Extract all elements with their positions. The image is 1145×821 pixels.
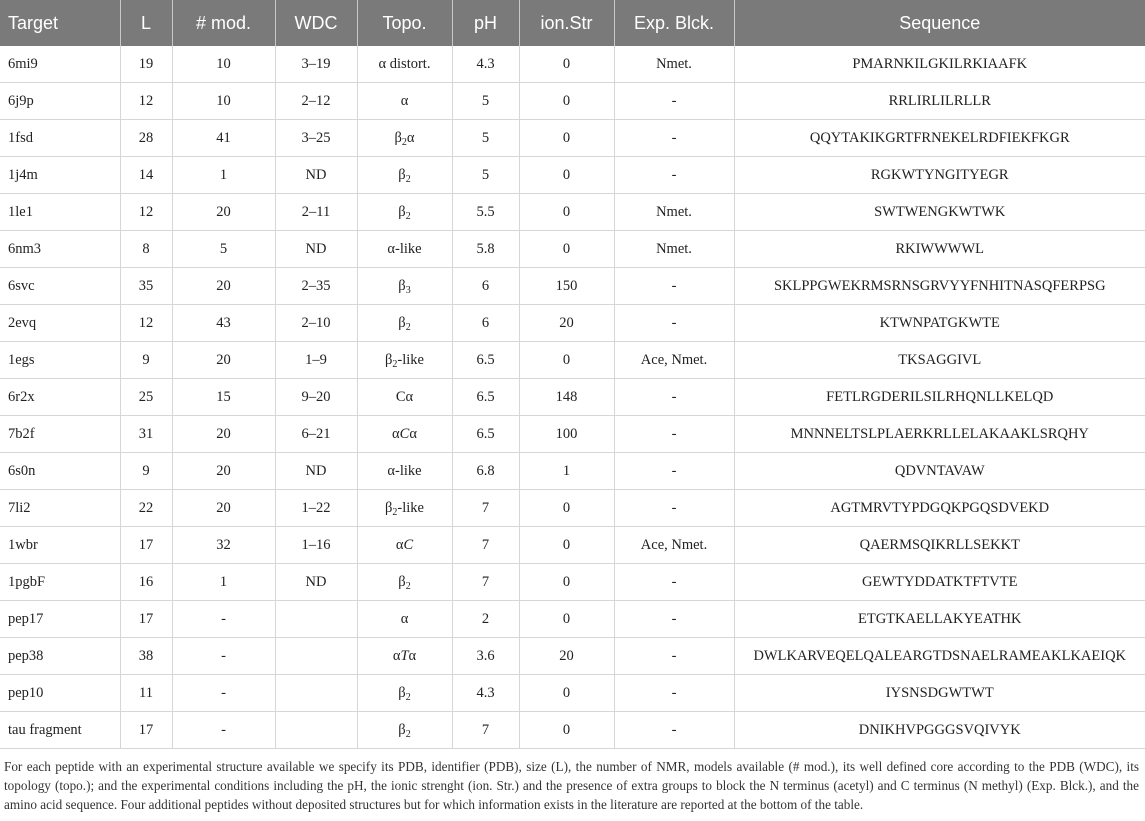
- target-cell: 6mi9: [0, 46, 120, 83]
- wdc-cell: 2–12: [275, 83, 357, 120]
- table-row: [0, 231, 1145, 268]
- exp-blck-cell: -: [614, 638, 734, 675]
- ph-cell: 3.6: [452, 638, 519, 675]
- mod-cell: 10: [172, 83, 275, 120]
- mod-cell: 15: [172, 379, 275, 416]
- mod-cell: -: [172, 638, 275, 675]
- mod-cell: 20: [172, 416, 275, 453]
- l-cell: 22: [120, 490, 172, 527]
- l-cell: 12: [120, 305, 172, 342]
- col-header-mod: # mod.: [172, 0, 275, 46]
- ph-cell: 6: [452, 268, 519, 305]
- table-row: [0, 675, 1145, 712]
- target-cell: 1wbr: [0, 527, 120, 564]
- mod-cell: 1: [172, 564, 275, 601]
- mod-cell: 20: [172, 453, 275, 490]
- table-row: [0, 120, 1145, 157]
- exp-blck-cell: -: [614, 564, 734, 601]
- col-header-target: Target: [0, 0, 120, 46]
- table-row: [0, 453, 1145, 490]
- l-cell: 38: [120, 638, 172, 675]
- target-cell: 6svc: [0, 268, 120, 305]
- mod-cell: 20: [172, 194, 275, 231]
- table-row: [0, 305, 1145, 342]
- ion-str-cell: 0: [519, 194, 614, 231]
- mod-cell: 10: [172, 46, 275, 83]
- target-cell: 6r2x: [0, 379, 120, 416]
- table-row: [0, 268, 1145, 305]
- exp-blck-cell: -: [614, 601, 734, 638]
- mod-cell: 20: [172, 342, 275, 379]
- exp-blck-cell: Nmet.: [614, 46, 734, 83]
- table-row: [0, 194, 1145, 231]
- exp-blck-cell: -: [614, 453, 734, 490]
- wdc-cell: 1–22: [275, 490, 357, 527]
- mod-cell: 20: [172, 268, 275, 305]
- sequence-cell: SKLPPGWEKRMSRNSGRVYYFNHITNASQFERPSG: [734, 268, 1145, 305]
- wdc-cell: ND: [275, 157, 357, 194]
- topo-cell: αCα: [357, 416, 452, 453]
- target-cell: 7li2: [0, 490, 120, 527]
- ion-str-cell: 0: [519, 120, 614, 157]
- ph-cell: 7: [452, 564, 519, 601]
- ph-cell: 5: [452, 157, 519, 194]
- sequence-cell: QDVNTAVAW: [734, 453, 1145, 490]
- ph-cell: 7: [452, 712, 519, 749]
- target-cell: tau fragment: [0, 712, 120, 749]
- col-header-sequence: Sequence: [734, 0, 1145, 46]
- topo-cell: $\beta_2$-like: [357, 490, 452, 527]
- target-cell: pep38: [0, 638, 120, 675]
- table-caption: For each peptide with an experimental structure available we specify its PDB, identifier (PDB), size (L), the number of NMR, models available (# mod.), its well defined core according to the PDB (WDC), its topology (topo.); and the experimental conditions including the pH, the ionic strenght (ion. Str.) and the presence of extra groups to block the N terminus (acetyl) and C terminus (N methyl) (Exp. Blck.), and the amino acid sequence. Four additional peptides without deposited structures but for which information exists in the literature are reported at the bottom of the table.: [4, 759, 1139, 812]
- wdc-cell: [275, 675, 357, 712]
- col-header-topo: Topo.: [357, 0, 452, 46]
- topo-cell: α-like: [357, 453, 452, 490]
- col-header-wdc: WDC: [275, 0, 357, 46]
- exp-blck-cell: -: [614, 379, 734, 416]
- wdc-cell: [275, 638, 357, 675]
- table-body: [0, 46, 1145, 749]
- l-cell: 35: [120, 268, 172, 305]
- ion-str-cell: 0: [519, 157, 614, 194]
- wdc-cell: 2–10: [275, 305, 357, 342]
- wdc-cell: ND: [275, 453, 357, 490]
- exp-blck-cell: -: [614, 83, 734, 120]
- wdc-cell: 2–35: [275, 268, 357, 305]
- ph-cell: 7: [452, 490, 519, 527]
- target-cell: 1fsd: [0, 120, 120, 157]
- mod-cell: 1: [172, 157, 275, 194]
- mod-cell: -: [172, 601, 275, 638]
- target-cell: 1pgbF: [0, 564, 120, 601]
- mod-cell: 20: [172, 490, 275, 527]
- l-cell: 12: [120, 194, 172, 231]
- sequence-cell: RGKWTYNGITYEGR: [734, 157, 1145, 194]
- col-header-ph: pH: [452, 0, 519, 46]
- ion-str-cell: 1: [519, 453, 614, 490]
- ion-str-cell: 0: [519, 490, 614, 527]
- table-row: [0, 83, 1145, 120]
- target-cell: 6nm3: [0, 231, 120, 268]
- ion-str-cell: 0: [519, 46, 614, 83]
- table-row: [0, 157, 1145, 194]
- wdc-cell: 1–9: [275, 342, 357, 379]
- sequence-cell: RKIWWWWL: [734, 231, 1145, 268]
- l-cell: 17: [120, 712, 172, 749]
- topo-cell: $\beta_2$: [357, 157, 452, 194]
- ion-str-cell: 0: [519, 527, 614, 564]
- ion-str-cell: 100: [519, 416, 614, 453]
- ion-str-cell: 0: [519, 564, 614, 601]
- ph-cell: 6.5: [452, 416, 519, 453]
- wdc-cell: ND: [275, 564, 357, 601]
- l-cell: 12: [120, 83, 172, 120]
- col-header-ion-str: ion.Str: [519, 0, 614, 46]
- topo-cell: α: [357, 601, 452, 638]
- exp-blck-cell: -: [614, 268, 734, 305]
- exp-blck-cell: -: [614, 305, 734, 342]
- exp-blck-cell: Nmet.: [614, 194, 734, 231]
- sequence-cell: FETLRGDERILSILRHQNLLKELQD: [734, 379, 1145, 416]
- table-row: [0, 638, 1145, 675]
- ph-cell: 4.3: [452, 46, 519, 83]
- exp-blck-cell: -: [614, 157, 734, 194]
- sequence-cell: ETGTKAELLAKYEATHK: [734, 601, 1145, 638]
- l-cell: 16: [120, 564, 172, 601]
- exp-blck-cell: Ace, Nmet.: [614, 342, 734, 379]
- topo-cell: $\beta_2$: [357, 712, 452, 749]
- l-cell: 9: [120, 342, 172, 379]
- ph-cell: 2: [452, 601, 519, 638]
- mod-cell: -: [172, 712, 275, 749]
- ion-str-cell: 148: [519, 379, 614, 416]
- ph-cell: 5.5: [452, 194, 519, 231]
- topo-cell: α-like: [357, 231, 452, 268]
- wdc-cell: [275, 712, 357, 749]
- topo-cell: αC: [357, 527, 452, 564]
- table-row: [0, 601, 1145, 638]
- topo-cell: $\beta_2$: [357, 675, 452, 712]
- topo-cell: $\beta_2$-like: [357, 342, 452, 379]
- ph-cell: 6.5: [452, 379, 519, 416]
- exp-blck-cell: Nmet.: [614, 231, 734, 268]
- sequence-cell: AGTMRVTYPDGQKPGQSDVEKD: [734, 490, 1145, 527]
- ph-cell: 5: [452, 83, 519, 120]
- l-cell: 25: [120, 379, 172, 416]
- l-cell: 14: [120, 157, 172, 194]
- l-cell: 28: [120, 120, 172, 157]
- ion-str-cell: 0: [519, 675, 614, 712]
- mod-cell: 41: [172, 120, 275, 157]
- ion-str-cell: 0: [519, 601, 614, 638]
- target-cell: 7b2f: [0, 416, 120, 453]
- table-row: [0, 416, 1145, 453]
- target-cell: pep10: [0, 675, 120, 712]
- ph-cell: 4.3: [452, 675, 519, 712]
- l-cell: 9: [120, 453, 172, 490]
- sequence-cell: GEWTYDDATKTFTVTE: [734, 564, 1145, 601]
- ph-cell: 6: [452, 305, 519, 342]
- header-row: [0, 0, 1145, 46]
- sequence-cell: PMARNKILGKILRKIAAFK: [734, 46, 1145, 83]
- sequence-cell: QQYTAKIKGRTFRNEKELRDFIEKFKGR: [734, 120, 1145, 157]
- topo-cell: αTα: [357, 638, 452, 675]
- mod-cell: 5: [172, 231, 275, 268]
- target-cell: 6j9p: [0, 83, 120, 120]
- sequence-cell: TKSAGGIVL: [734, 342, 1145, 379]
- mod-cell: -: [172, 675, 275, 712]
- exp-blck-cell: -: [614, 490, 734, 527]
- table-row: [0, 342, 1145, 379]
- target-cell: 1le1: [0, 194, 120, 231]
- table-row: [0, 527, 1145, 564]
- topo-cell: α: [357, 83, 452, 120]
- l-cell: 17: [120, 601, 172, 638]
- ion-str-cell: 0: [519, 712, 614, 749]
- topo-cell: $\beta_2$: [357, 564, 452, 601]
- sequence-cell: RRLIRLILRLLR: [734, 83, 1145, 120]
- wdc-cell: 2–11: [275, 194, 357, 231]
- l-cell: 17: [120, 527, 172, 564]
- wdc-cell: ND: [275, 231, 357, 268]
- wdc-cell: 1–16: [275, 527, 357, 564]
- ion-str-cell: 150: [519, 268, 614, 305]
- sequence-cell: SWTWENGKWTWK: [734, 194, 1145, 231]
- ph-cell: 6.8: [452, 453, 519, 490]
- ion-str-cell: 0: [519, 83, 614, 120]
- ph-cell: 6.5: [452, 342, 519, 379]
- table-row: [0, 46, 1145, 83]
- table-row: [0, 379, 1145, 416]
- ph-cell: 5: [452, 120, 519, 157]
- ion-str-cell: 0: [519, 342, 614, 379]
- l-cell: 11: [120, 675, 172, 712]
- wdc-cell: 9–20: [275, 379, 357, 416]
- target-cell: 2evq: [0, 305, 120, 342]
- exp-blck-cell: -: [614, 416, 734, 453]
- exp-blck-cell: -: [614, 675, 734, 712]
- target-cell: pep17: [0, 601, 120, 638]
- mod-cell: 43: [172, 305, 275, 342]
- target-cell: 1j4m: [0, 157, 120, 194]
- table-row: [0, 490, 1145, 527]
- mod-cell: 32: [172, 527, 275, 564]
- topo-cell: $\beta_3$: [357, 268, 452, 305]
- table-row: [0, 712, 1145, 749]
- l-cell: 19: [120, 46, 172, 83]
- sequence-cell: DNIKHVPGGGSVQIVYK: [734, 712, 1145, 749]
- l-cell: 8: [120, 231, 172, 268]
- ion-str-cell: 0: [519, 231, 614, 268]
- exp-blck-cell: -: [614, 712, 734, 749]
- ion-str-cell: 20: [519, 305, 614, 342]
- exp-blck-cell: Ace, Nmet.: [614, 527, 734, 564]
- sequence-cell: KTWNPATGKWTE: [734, 305, 1145, 342]
- target-cell: 6s0n: [0, 453, 120, 490]
- sequence-cell: MNNNELTSLPLAERKRLLELAKAAKLSRQHY: [734, 416, 1145, 453]
- topo-cell: $\beta_2$: [357, 194, 452, 231]
- topo-cell: α distort.: [357, 46, 452, 83]
- exp-blck-cell: -: [614, 120, 734, 157]
- table-row: [0, 564, 1145, 601]
- ph-cell: 7: [452, 527, 519, 564]
- wdc-cell: 6–21: [275, 416, 357, 453]
- wdc-cell: 3–19: [275, 46, 357, 83]
- col-header-l: L: [120, 0, 172, 46]
- topo-cell: $\beta_2\alpha$: [357, 120, 452, 157]
- ion-str-cell: 20: [519, 638, 614, 675]
- topo-cell: $\beta_2$: [357, 305, 452, 342]
- sequence-cell: DWLKARVEQELQALEARGTDSNAELRAMEAKLKAEIQK: [734, 638, 1145, 675]
- wdc-cell: 3–25: [275, 120, 357, 157]
- l-cell: 31: [120, 416, 172, 453]
- target-cell: 1egs: [0, 342, 120, 379]
- ph-cell: 5.8: [452, 231, 519, 268]
- wdc-cell: [275, 601, 357, 638]
- col-header-exp-blck: Exp. Blck.: [614, 0, 734, 46]
- topo-cell: Cα: [357, 379, 452, 416]
- sequence-cell: QAERMSQIKRLLSEKKT: [734, 527, 1145, 564]
- sequence-cell: IYSNSDGWTWT: [734, 675, 1145, 712]
